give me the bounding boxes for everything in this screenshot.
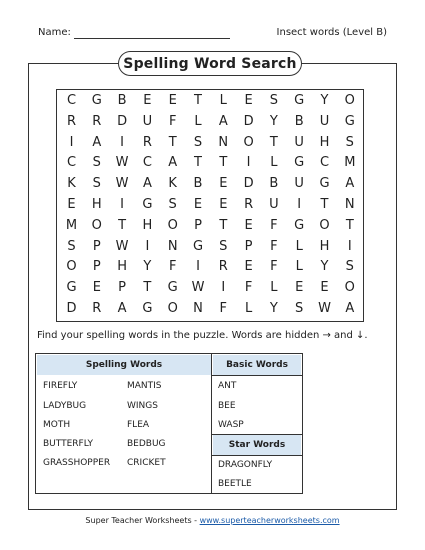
grid-letter: K: [168, 176, 177, 192]
grid-letter: T: [118, 217, 127, 233]
grid-letter: T: [219, 217, 228, 233]
grid-letter: N: [167, 238, 178, 254]
grid-letter: D: [117, 113, 128, 129]
grid-letter: E: [67, 197, 76, 212]
grid-letter: D: [243, 176, 254, 192]
grid-letter: S: [92, 176, 101, 192]
grid-letter: U: [269, 197, 279, 212]
grid-letter: T: [219, 155, 228, 171]
grid-letter: T: [168, 134, 177, 150]
grid-letter: B: [193, 176, 203, 192]
word-search-grid: [58, 91, 363, 320]
instructions: Find your spelling words in the puzzle. Words are hidden → and ↓.: [37, 330, 368, 341]
grid-letter: W: [318, 301, 331, 316]
spelling-word: GRASSHOPPER: [43, 458, 111, 468]
star-word: BEETLE: [218, 479, 252, 489]
grid-letter: N: [218, 134, 229, 150]
grid-letter: E: [143, 93, 152, 108]
grid-letter: A: [345, 301, 355, 316]
grid-letter: T: [194, 93, 202, 108]
grid-letter: G: [66, 280, 77, 296]
grid-letter: F: [168, 113, 177, 129]
grid-letter: F: [244, 280, 253, 296]
grid-letter: R: [66, 113, 77, 129]
basic-words-heading: Basic Words: [213, 355, 301, 375]
grid-letter: P: [194, 217, 202, 233]
grid-letter: H: [117, 259, 127, 275]
footer-text: Super Teacher Worksheets -: [85, 516, 200, 525]
grid-letter: U: [142, 113, 153, 129]
star-word: DRAGONFLY: [218, 460, 273, 470]
grid-letter: I: [120, 134, 125, 150]
grid-letter: L: [219, 93, 227, 108]
grid-letter: E: [92, 280, 101, 296]
grid-letter: A: [168, 155, 178, 171]
grid-letter: L: [244, 301, 253, 316]
grid-letter: T: [194, 155, 202, 171]
grid-letter: P: [92, 259, 101, 275]
spelling-word: FLEA: [127, 420, 150, 430]
grid-letter: B: [269, 176, 279, 192]
spelling-word: MANTIS: [127, 381, 162, 391]
grid-letter: R: [218, 259, 228, 275]
grid-letter: C: [319, 155, 330, 171]
spelling-words-heading: Spelling Words: [37, 355, 211, 375]
table-divider-basic: [212, 375, 302, 376]
grid-letter: I: [347, 238, 352, 254]
grid-letter: G: [142, 301, 153, 316]
grid-letter: N: [344, 197, 355, 212]
grid-letter: G: [142, 197, 153, 212]
grid-letter: O: [167, 217, 178, 233]
grid-letter: B: [117, 93, 127, 108]
grid-letter: L: [295, 238, 303, 254]
grid-letter: U: [294, 176, 304, 192]
grid-letter: W: [115, 155, 129, 171]
grid-letter: O: [91, 217, 102, 233]
grid-letter: M: [65, 217, 78, 233]
grid-letter: H: [142, 217, 153, 233]
grid-letter: Y: [320, 93, 329, 108]
grid-letter: U: [319, 113, 330, 129]
grid-letter: A: [142, 176, 152, 192]
spelling-word: FIREFLY: [43, 381, 78, 391]
grid-letter: P: [92, 238, 101, 254]
grid-letter: E: [320, 280, 329, 296]
grid-letter: L: [270, 155, 278, 171]
grid-letter: N: [193, 301, 203, 316]
grid-letter: S: [345, 259, 354, 275]
grid-letter: T: [345, 217, 354, 233]
grid-letter: U: [294, 134, 304, 150]
grid-letter: G: [167, 280, 178, 296]
grid-letter: G: [294, 93, 305, 108]
grid-letter: F: [270, 217, 278, 233]
grid-letter: A: [345, 176, 355, 192]
grid-letter: M: [344, 155, 356, 171]
grid-letter: Y: [269, 113, 278, 129]
grid-letter: E: [168, 93, 177, 108]
grid-letter: S: [168, 197, 177, 212]
grid-letter: E: [193, 197, 203, 212]
grid-letter: Y: [143, 259, 152, 275]
grid-letter: I: [69, 134, 74, 150]
grid-letter: W: [115, 176, 129, 192]
grid-letter: H: [91, 197, 102, 212]
grid-letter: S: [295, 301, 304, 316]
grid-letter: A: [92, 134, 102, 150]
grid-letter: G: [294, 217, 305, 233]
grid-letter: I: [120, 197, 125, 212]
grid-letter: R: [92, 301, 102, 316]
worksheet-title: Spelling Word Search: [118, 51, 302, 76]
grid-letter: C: [142, 155, 152, 171]
grid-letter: P: [118, 280, 127, 296]
grid-letter: H: [319, 238, 330, 254]
grid-letter: L: [295, 259, 303, 275]
grid-letter: O: [167, 301, 178, 316]
grid-letter: P: [244, 238, 253, 254]
grid-letter: E: [244, 217, 253, 233]
grid-letter: D: [66, 301, 77, 316]
grid-letter: G: [192, 238, 204, 254]
grid-letter: A: [117, 301, 127, 316]
grid-letter: G: [319, 176, 330, 192]
grid-letter: G: [91, 93, 102, 108]
grid-letter: K: [67, 176, 76, 192]
grid-letter: I: [246, 155, 251, 171]
grid-letter: G: [344, 113, 355, 129]
star-words-heading: Star Words: [213, 435, 301, 455]
spelling-word: CRICKET: [127, 458, 166, 468]
grid-letter: D: [243, 113, 254, 129]
grid-letter: O: [243, 134, 254, 150]
grid-letter: W: [191, 280, 205, 296]
table-divider-star-top: [212, 434, 302, 435]
level-label: Insect words (Level B): [276, 27, 387, 38]
grid-letter: S: [193, 134, 203, 150]
grid-letter: E: [244, 93, 253, 108]
grid-letter: S: [67, 238, 76, 254]
grid-letter: E: [219, 197, 228, 212]
grid-letter: T: [269, 134, 278, 150]
grid-letter: R: [92, 113, 102, 129]
footer: [0, 516, 425, 525]
grid-letter: I: [221, 280, 226, 296]
grid-letter: H: [319, 134, 330, 150]
name-label: Name:: [38, 27, 71, 38]
grid-letter: R: [244, 197, 254, 212]
basic-word: WASP: [218, 420, 244, 430]
grid-letter: C: [66, 155, 77, 171]
grid-letter: F: [270, 238, 278, 254]
grid-letter: O: [66, 259, 77, 275]
grid-letter: E: [219, 176, 228, 192]
name-line: [74, 38, 230, 39]
spelling-word: BUTTERFLY: [43, 439, 94, 449]
spelling-word: LADYBUG: [43, 401, 87, 411]
grid-letter: S: [345, 134, 354, 150]
grid-letter: I: [145, 238, 150, 254]
grid-letter: G: [294, 155, 305, 171]
spelling-word: MOTH: [43, 420, 71, 430]
grid-letter: R: [142, 134, 152, 150]
spelling-word: WINGS: [127, 401, 158, 411]
grid-letter: F: [168, 259, 177, 275]
grid-letter: O: [344, 280, 355, 296]
grid-letter: T: [320, 197, 329, 212]
grid-letter: E: [295, 280, 304, 296]
grid-letter: F: [270, 259, 278, 275]
grid-letter: I: [196, 259, 200, 275]
grid-letter: Y: [320, 259, 329, 275]
grid-letter: T: [143, 280, 152, 296]
spelling-word: BEDBUG: [127, 439, 166, 449]
grid-letter: C: [66, 93, 77, 108]
grid-letter: S: [269, 93, 279, 108]
worksheet-header: [38, 27, 387, 43]
grid-letter: L: [194, 113, 202, 129]
grid-letter: S: [92, 155, 101, 171]
basic-word: ANT: [218, 381, 237, 391]
footer-link[interactable]: www.superteacherworksheets.com: [199, 516, 340, 525]
grid-letter: O: [344, 93, 355, 108]
grid-letter: W: [115, 238, 129, 254]
grid-letter: E: [244, 259, 253, 275]
grid-letter: S: [219, 238, 228, 254]
grid-letter: L: [270, 280, 278, 296]
grid-letter: F: [219, 301, 228, 316]
grid-letter: B: [294, 113, 304, 129]
basic-word: BEE: [218, 401, 236, 411]
grid-letter: Y: [269, 301, 278, 316]
grid-letter: O: [319, 217, 330, 233]
grid-letter: A: [218, 113, 228, 129]
grid-letter: I: [297, 197, 302, 212]
table-divider-star-bottom: [212, 455, 302, 456]
